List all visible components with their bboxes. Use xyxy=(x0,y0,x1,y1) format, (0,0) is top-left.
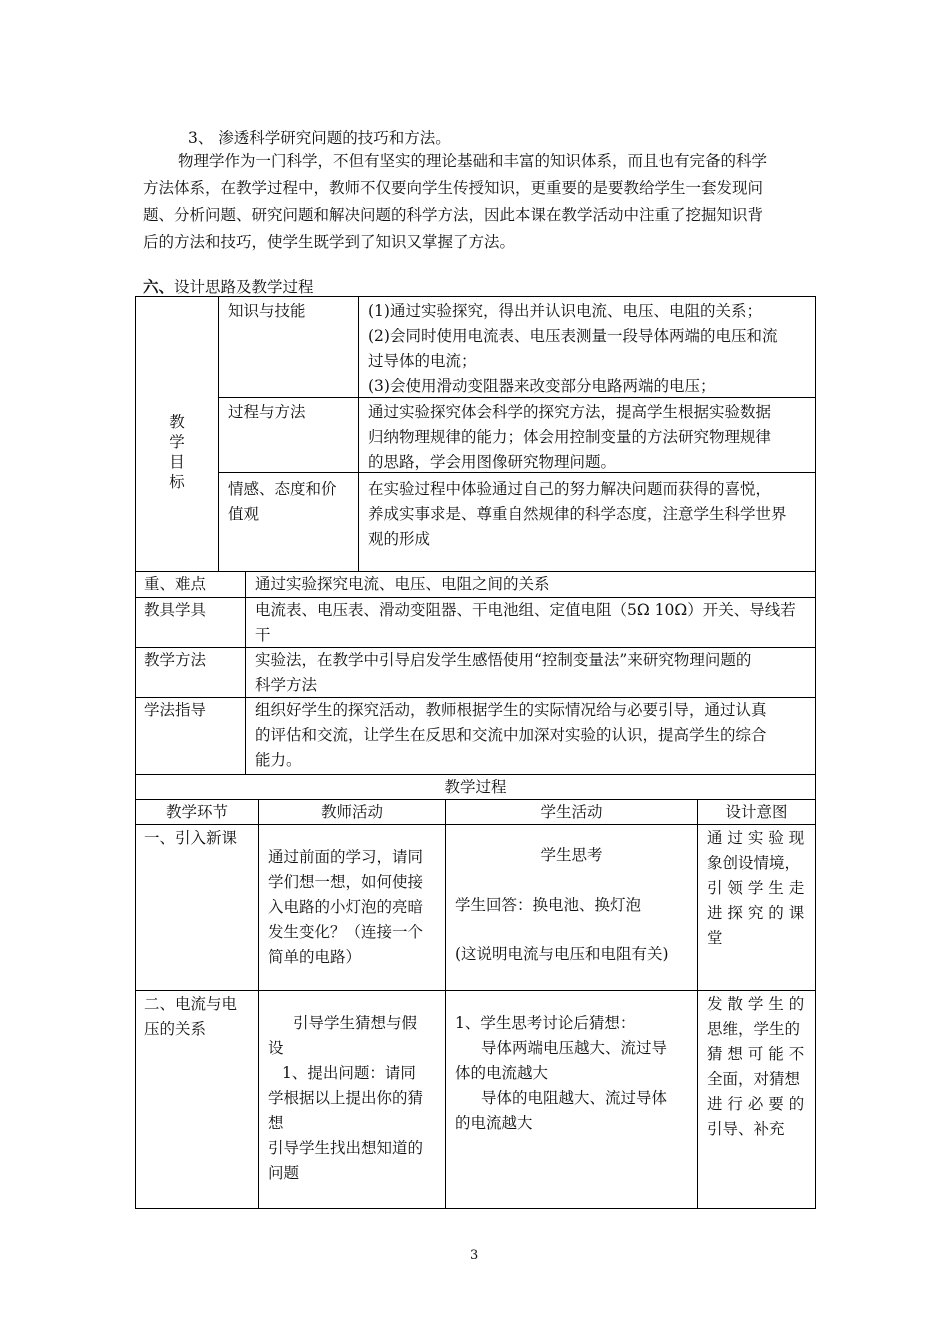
goal-label-knowledge: 知识与技能 xyxy=(228,302,306,320)
goal-line: 归纳物理规律的能力；体会用控制变量的方法研究物理规律 xyxy=(368,428,772,446)
stage-line: 二、电流与电 xyxy=(144,995,238,1013)
section-number: 六、 xyxy=(143,277,175,296)
intent-line: 引 领 学 生 走 xyxy=(707,879,805,897)
goal-line: 的思路，学会用图像研究物理问题。 xyxy=(368,453,617,471)
intent-line: 堂 xyxy=(707,929,723,947)
goals-label-char-1: 教 xyxy=(169,413,185,431)
teacher-line: 学根据以上提出你的猜 xyxy=(268,1089,424,1107)
goal-line: 观的形成 xyxy=(368,530,431,548)
goals-label-char-3: 目 xyxy=(169,453,185,471)
intent-line: 全面，对猜想 xyxy=(707,1070,801,1088)
info-content-tools xyxy=(255,598,813,648)
student-line: 导体两端电压越大、流过导 xyxy=(481,1039,668,1057)
section-heading xyxy=(143,277,314,297)
teacher-line: 通过前面的学习，请同 xyxy=(268,848,424,866)
intent-hypothesis xyxy=(707,992,813,1142)
goal-content-knowledge xyxy=(368,299,813,399)
intro-paragraph-line-2: 方法体系，在教学过程中，教师不仅要向学生传授知识，更重要的是要教给学生一套发现问 xyxy=(143,179,764,197)
info-line: 电流表、电压表、滑动变阻器、干电池组、定值电阻（5Ω 10Ω）开关、导线若 xyxy=(255,601,796,619)
stage-line: 压的关系 xyxy=(144,1020,207,1038)
info-label-tools: 教具学具 xyxy=(144,601,207,619)
goal-content-values xyxy=(368,477,813,552)
process-title: 教学过程 xyxy=(444,778,507,796)
student-line: 的电流越大 xyxy=(455,1114,533,1132)
teacher-line: 设 xyxy=(268,1039,284,1057)
goal-label-values xyxy=(228,477,356,527)
header-student: 学生活动 xyxy=(540,803,603,821)
info-line: 能力。 xyxy=(255,751,302,769)
list-item-3: 3、 渗透科学研究问题的技巧和方法。 xyxy=(188,129,451,147)
intent-intro xyxy=(707,826,813,951)
teacher-line: 学们想一想，如何使接 xyxy=(268,873,424,891)
teacher-line: 问题 xyxy=(268,1164,300,1182)
teacher-activity-intro xyxy=(268,845,444,970)
student-note: (这说明电流与电压和电阻有关) xyxy=(455,945,669,963)
info-label-method: 教学方法 xyxy=(144,651,207,669)
student-line: 导体的电阻越大、流过导体 xyxy=(481,1089,668,1107)
student-line: 体的电流越大 xyxy=(455,1064,549,1082)
teacher-line: 入电路的小灯泡的亮暗 xyxy=(268,898,424,916)
info-content-guidance xyxy=(255,698,813,773)
teacher-line: 引导学生猜想与假 xyxy=(293,1014,418,1032)
header-intent: 设计意图 xyxy=(725,803,788,821)
intro-paragraph-line-4: 后的方法和技巧，使学生既学到了知识又掌握了方法。 xyxy=(143,233,516,251)
teacher-activity-hypothesis xyxy=(268,1011,444,1186)
intent-line: 发 散 学 生 的 xyxy=(707,995,805,1013)
goal-line: (3)会使用滑动变阻器来改变部分电路两端的电压； xyxy=(368,377,716,395)
intent-line: 思维，学生的 xyxy=(707,1020,801,1038)
info-label-key-points: 重、难点 xyxy=(144,575,207,593)
teacher-line: 简单的电路） xyxy=(268,948,362,966)
goal-label-line: 值观 xyxy=(228,505,260,523)
intent-line: 进 行 必 要 的 xyxy=(707,1095,805,1113)
goal-label-process: 过程与方法 xyxy=(228,403,306,421)
info-line: 的评估和交流，让学生在反思和交流中加深对实验的认识，提高学生的综合 xyxy=(255,726,767,744)
goal-line: (2)会同时使用电流表、电压表测量一段导体两端的电压和流 xyxy=(368,327,778,345)
goal-label-line: 情感、态度和价 xyxy=(228,480,337,498)
goal-line: 过导体的电流； xyxy=(368,352,477,370)
page-number: 3 xyxy=(470,1248,479,1263)
intent-line: 象创设情境， xyxy=(707,854,801,872)
intro-paragraph-line-3: 题、分析问题、研究问题和解决问题的科学方法，因此本课在教学活动中注重了挖掘知识背 xyxy=(143,206,764,224)
teacher-line: 想 xyxy=(268,1114,284,1132)
info-content-key-points: 通过实验探究电流、电压、电阻之间的关系 xyxy=(255,575,550,593)
goal-line: 在实验过程中体验通过自己的努力解决问题而获得的喜悦， xyxy=(368,480,772,498)
info-line: 干 xyxy=(255,626,271,644)
intro-paragraph-line-1: 物理学作为一门科学，不但有坚实的理论基础和丰富的知识体系，而且也有完备的科学 xyxy=(178,152,768,170)
section-title: 设计思路及教学过程 xyxy=(174,278,314,296)
intent-line: 猜 想 可 能 不 xyxy=(707,1045,805,1063)
goal-content-process xyxy=(368,400,813,475)
student-activity-hypothesis xyxy=(455,1011,695,1136)
goal-line: 养成实事求是、尊重自然规律的科学态度，注意学生科学世界 xyxy=(368,505,787,523)
intent-line: 进 探 究 的 课 xyxy=(707,904,805,922)
student-answer: 学生回答：换电池、换灯泡 xyxy=(455,896,642,914)
teacher-line: 发生变化？（连接一个 xyxy=(268,923,424,941)
info-line: 科学方法 xyxy=(255,676,318,694)
header-teacher: 教师活动 xyxy=(320,803,383,821)
intent-line: 引导、补充 xyxy=(707,1120,785,1138)
student-think: 学生思考 xyxy=(540,846,603,864)
student-line: 1、学生思考讨论后猜想： xyxy=(455,1014,636,1032)
teacher-line: 1、提出问题：请同 xyxy=(282,1064,416,1082)
stage-intro: 一、引入新课 xyxy=(144,829,238,847)
info-line: 实验法，在教学中引导启发学生感悟使用“控制变量法”来研究物理问题的 xyxy=(255,651,752,669)
info-content-method xyxy=(255,648,813,698)
info-label-guidance: 学法指导 xyxy=(144,701,207,719)
goals-label-char-4: 标 xyxy=(169,473,185,491)
goal-line: 通过实验探究体会科学的探究方法，提高学生根据实验数据 xyxy=(368,403,772,421)
goal-line: (1)通过实验探究，得出并认识电流、电压、电阻的关系； xyxy=(368,302,762,320)
teacher-line: 引导学生找出想知道的 xyxy=(268,1139,424,1157)
header-stage: 教学环节 xyxy=(165,803,228,821)
goals-label-char-2: 学 xyxy=(169,433,185,451)
info-line: 组织好学生的探究活动，教师根据学生的实际情况给与必要引导，通过认真 xyxy=(255,701,767,719)
stage-current-voltage xyxy=(144,992,256,1042)
intent-line: 通 过 实 验 现 xyxy=(707,829,805,847)
